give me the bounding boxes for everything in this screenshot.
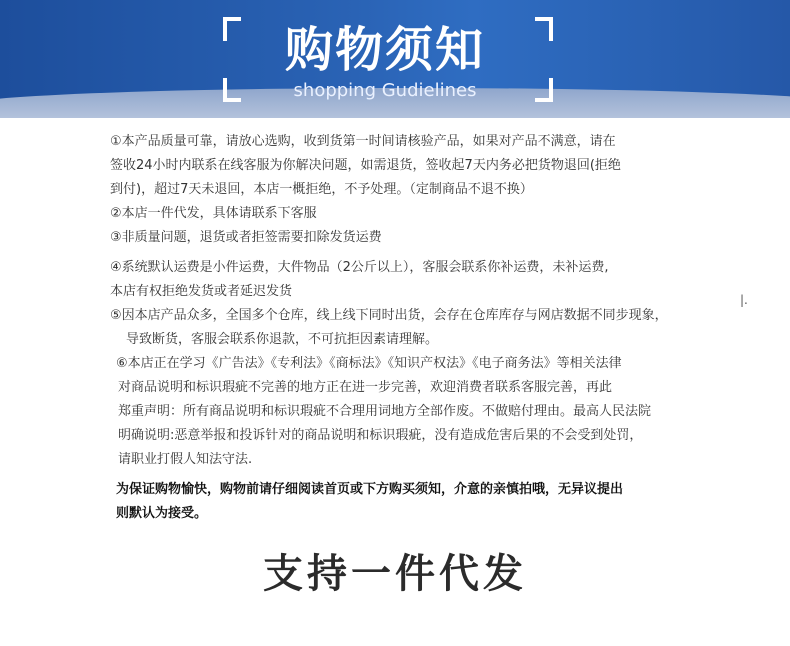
notice-line: ③非质量问题，退货或者拒签需要扣除发货运费 [110,230,382,245]
page-title: 购物须知 [284,22,485,78]
notice-line: ⑥本店正在学习《广告法》《专利法》《商标法》《知识产权法》《电子商务法》等相关法律 [116,356,622,371]
notice-line: 郑重声明：所有商品说明和标识瑕疵不合理用词地方全部作废。不做赔付理由。最高人民法院 [118,404,652,419]
notice-line: 对商品说明和标识瑕疵不完善的地方正在进一步完善，欢迎消费者联系客服完善，再此 [118,380,613,395]
notice-line: ④系统默认运费是小件运费，大件物品（2公斤以上），客服会联系你补运费，未补运费, [110,260,609,275]
notice-line: 明确说明:恶意举报和投诉针对的商品说明和标识瑕疵，没有造成危害后果的不会受到处罚， [118,428,643,443]
notice-line: ①本产品质量可靠，请放心选购，收到货第一时间请核验产品，如果对产品不满意，请在 [110,134,616,149]
notice-block [110,130,750,526]
bracket-top-left [223,17,241,41]
notice-line: ⑤因本店产品众多，全国多个仓库，线上线下同时出货，会存在仓库库存与网店数据不同步现象， [110,308,668,323]
footer-title: 支持一件代发 [263,551,527,597]
bracket-bottom-left [223,78,241,102]
stray-mark: |. [740,293,748,307]
notice-line: 本店有权拒绝发货或者延迟发货 [110,284,293,299]
page-subtitle: shopping Gudielines [293,80,477,101]
notice-line: 签收24小时内联系在线客服为你解决问题，如需退货，签收起7天内务必把货物退回(拒绝 [110,158,621,173]
notice-bold-line: 为保证购物愉快，购物前请仔细阅读首页或下方购买须知，介意的亲慎拍哦，无异议提出 [116,482,624,497]
notice-bold-line: 则默认为接受。 [116,506,208,521]
notice-line: ②本店一件代发，具体请联系下客服 [110,206,317,221]
notice-line: 导致断货，客服会联系你退款，不可抗拒因素请理解。 [126,332,439,347]
bracket-top-right [535,17,553,41]
notice-line: 请职业打假人知法守法. [118,452,253,467]
header-banner [0,0,790,118]
notice-line: 到付)，超过7天未退回，本店一概拒绝，不予处理。（定制商品不退不换） [110,182,533,197]
bracket-bottom-right [535,78,553,102]
